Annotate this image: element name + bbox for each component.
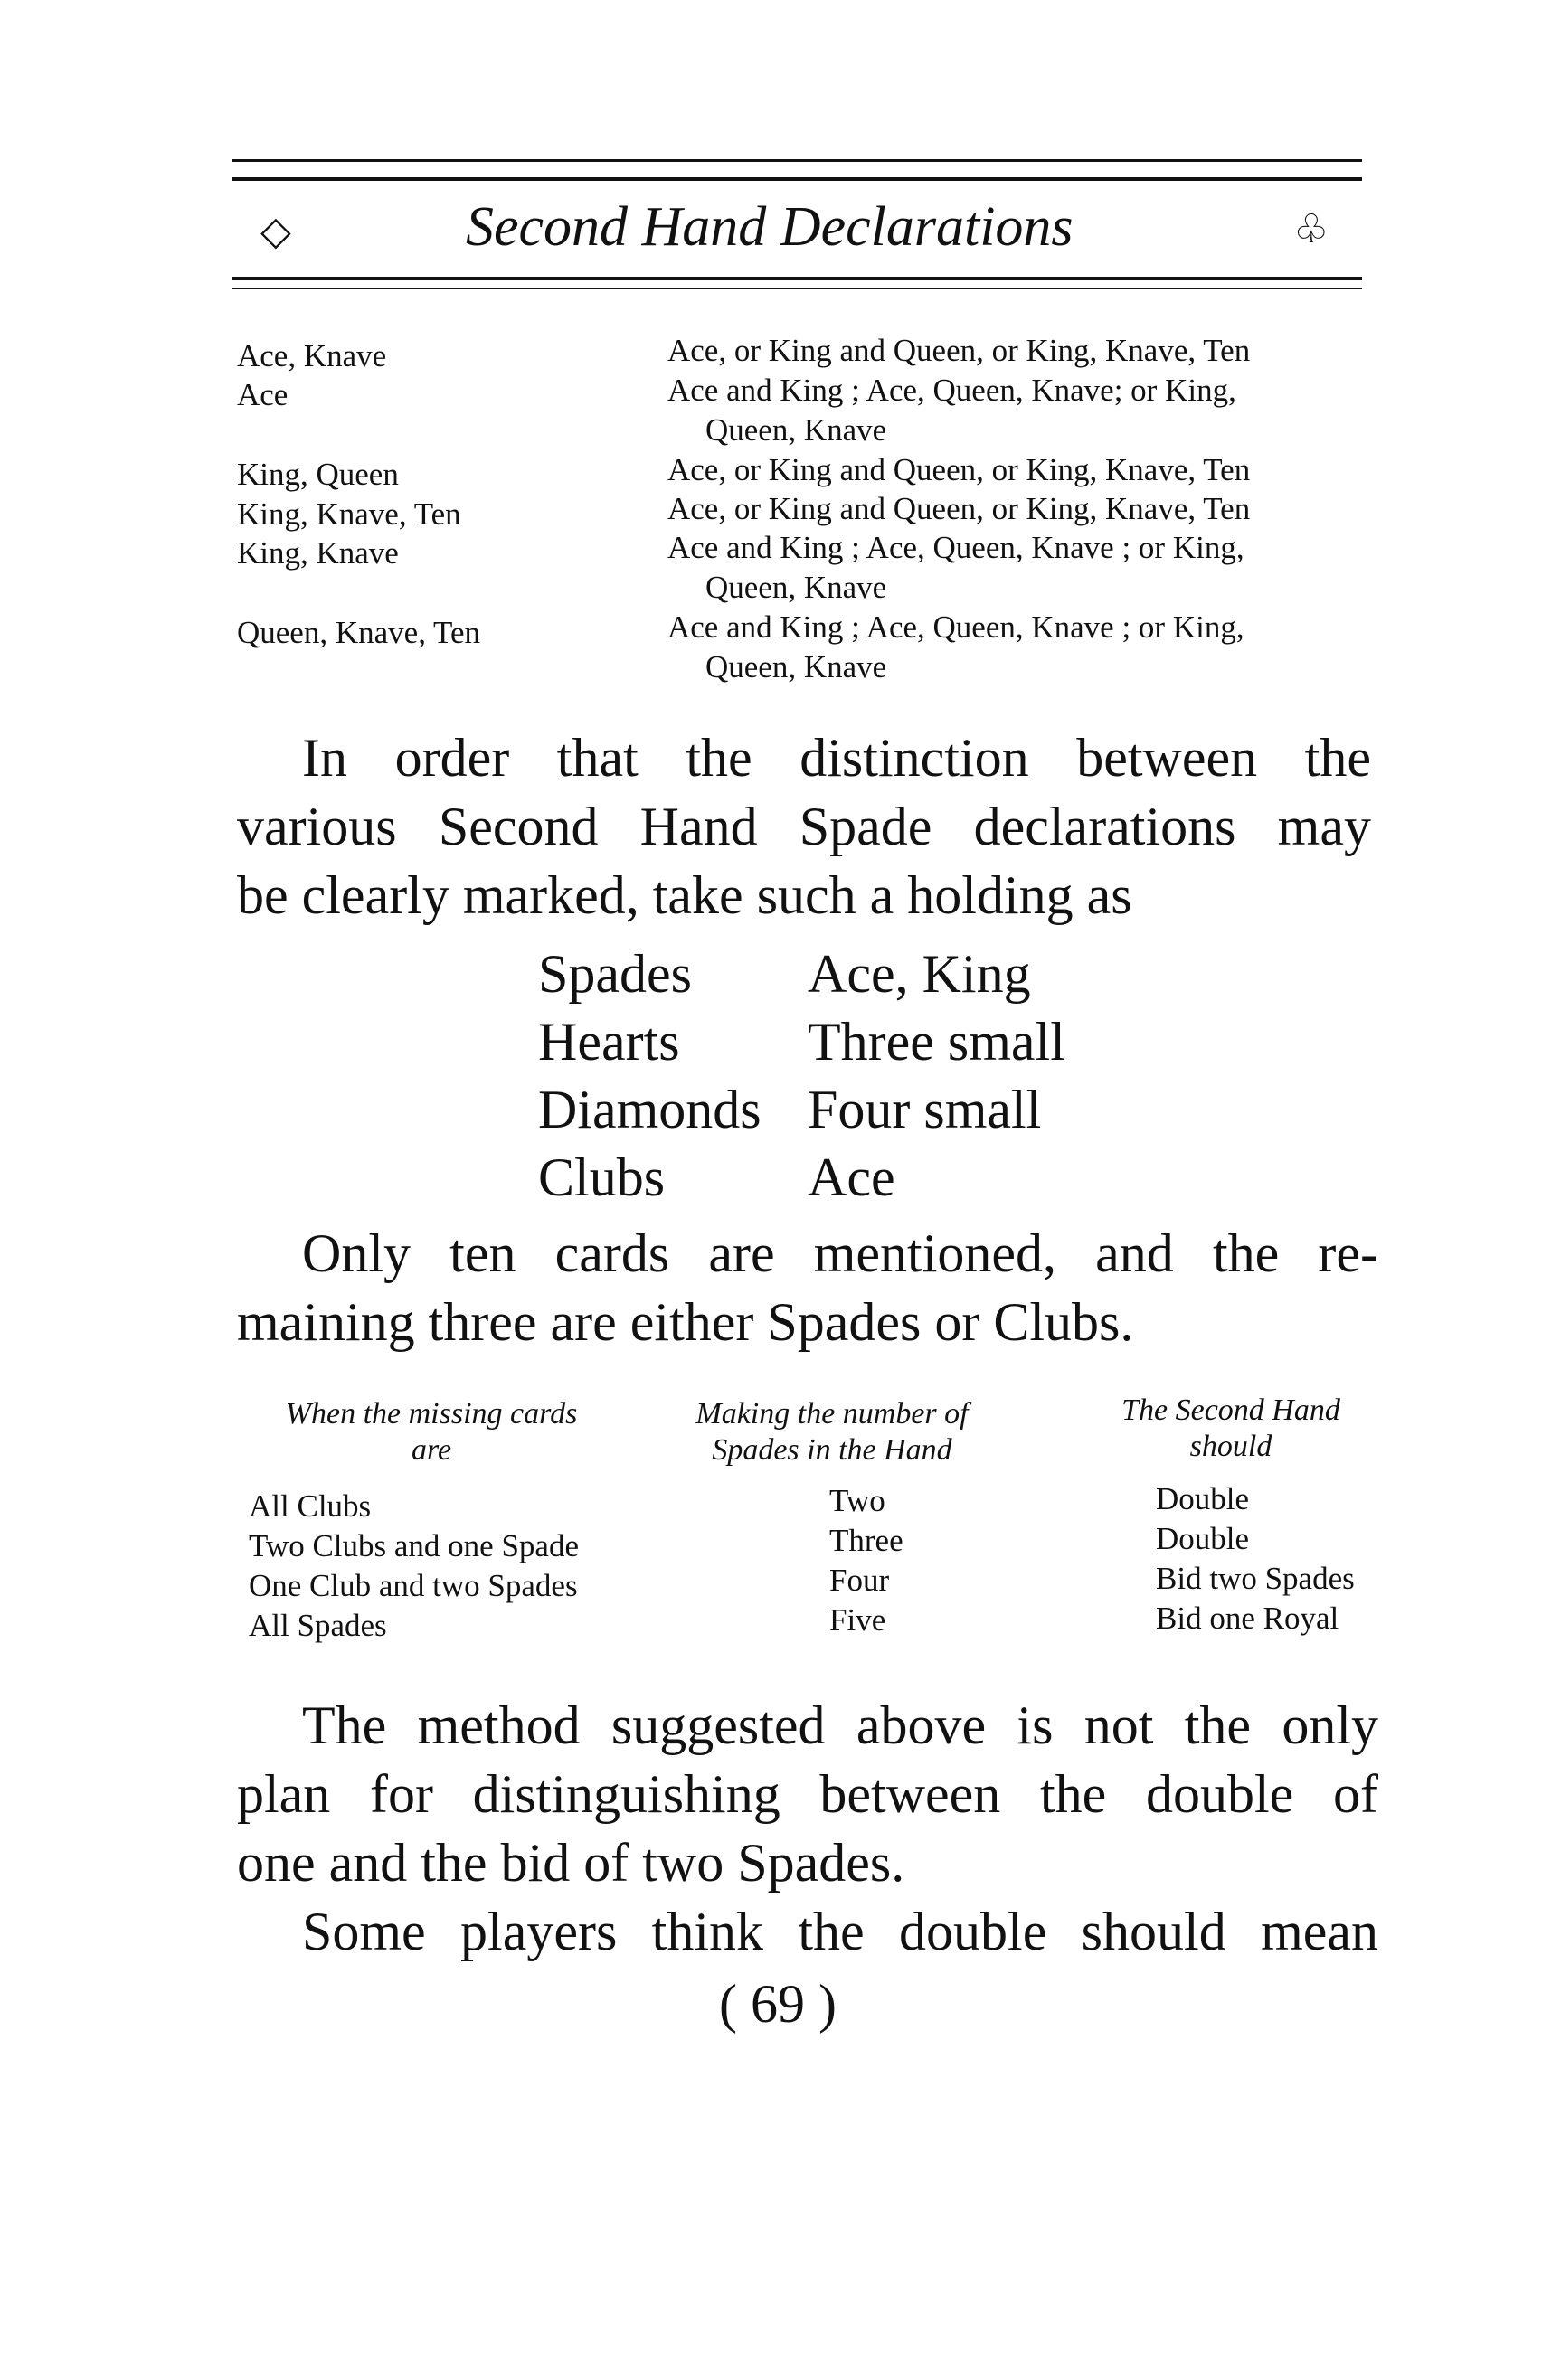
club-icon: ♧	[1293, 207, 1329, 251]
holding-cards: Ace	[808, 1148, 895, 1207]
page-title: Second Hand Declarations	[466, 196, 1074, 258]
text-line: In order that the distinction between the	[302, 728, 1371, 788]
declaration-bid: Ace, or King and Queen, or King, Knave, Ten	[667, 333, 1251, 368]
column-header-line: are	[411, 1433, 452, 1467]
declaration-holding: King, Knave	[237, 535, 399, 571]
holding-cards: Ace, King	[808, 944, 1031, 1004]
paragraph-method	[237, 1691, 1378, 1897]
paragraph-remaining	[237, 1219, 1378, 1356]
table-cell-missing: All Clubs	[249, 1488, 372, 1524]
table-cell-action: Bid one Royal	[1156, 1601, 1339, 1636]
paragraph-players	[237, 1897, 1378, 1966]
holding-suit: Spades	[538, 944, 692, 1004]
declaration-bid: Ace and King ; Ace, Queen, Knave ; or King,	[667, 609, 1244, 645]
declaration-bid: Ace and King ; Ace, Queen, Knave ; or King,	[667, 530, 1244, 565]
declaration-holding: King, Knave, Ten	[237, 496, 461, 532]
declaration-bid: Ace and King ; Ace, Queen, Knave; or King,	[667, 373, 1236, 408]
paragraph-intro	[237, 723, 1371, 930]
header-rule-bottom-thin	[232, 288, 1362, 289]
declaration-holding: Ace	[237, 377, 289, 412]
holding-suit: Diamonds	[538, 1080, 762, 1139]
header-rule-top-thick	[232, 177, 1362, 181]
column-header-line: The Second Hand	[1121, 1393, 1340, 1427]
declaration-bid-cont: Queen, Knave	[705, 412, 887, 448]
column-header-line: Spades in the Hand	[712, 1433, 952, 1467]
declaration-holding: Ace, Knave	[237, 338, 387, 373]
declaration-bid: Ace, or King and Queen, or King, Knave, Ten	[667, 491, 1251, 526]
text-line: The method suggested above is not the only	[302, 1695, 1378, 1755]
table-cell-missing: One Club and two Spades	[249, 1568, 578, 1603]
table-cell-count: Five	[829, 1602, 886, 1638]
holding-cards: Four small	[808, 1080, 1042, 1139]
table-cell-count: Three	[829, 1523, 903, 1558]
table-cell-action: Double	[1156, 1521, 1250, 1556]
table-cell-action: Double	[1156, 1481, 1250, 1516]
column-header	[237, 1396, 626, 1469]
text-line: various Second Hand Spade declarations may	[237, 797, 1371, 856]
page-number: ( 69 )	[719, 1974, 837, 2034]
text-line: be clearly marked, take such a holding as	[237, 865, 1132, 925]
declaration-bid-cont: Queen, Knave	[705, 570, 887, 605]
text-line: one and the bid of two Spades.	[237, 1833, 905, 1893]
declaration-bid-cont: Queen, Knave	[705, 649, 887, 685]
holding-suit: Clubs	[538, 1148, 666, 1207]
holding-suit: Hearts	[538, 1012, 680, 1072]
diamond-icon: ◇	[260, 209, 291, 253]
column-header	[1082, 1393, 1380, 1465]
holding-cards: Three small	[808, 1012, 1065, 1072]
declaration-bid: Ace, or King and Queen, or King, Knave, Ten	[667, 452, 1251, 487]
text-line: plan for distinguishing between the double of	[237, 1764, 1378, 1824]
table-cell-action: Bid two Spades	[1156, 1561, 1355, 1596]
header-rule-top-thin	[232, 159, 1362, 162]
column-header	[651, 1396, 1013, 1469]
table-cell-count: Four	[829, 1563, 890, 1598]
text-line: Some players think the double should mean	[302, 1902, 1378, 1961]
column-header-line: Making the number of	[695, 1397, 969, 1431]
table-cell-missing: Two Clubs and one Spade	[249, 1528, 580, 1563]
column-header-line: When the missing cards	[285, 1397, 578, 1431]
header-rule-bottom-thick	[232, 277, 1362, 280]
table-cell-missing: All Spades	[249, 1608, 387, 1643]
declaration-holding: Queen, Knave, Ten	[237, 615, 481, 650]
text-line: Only ten cards are mentioned, and the re-	[302, 1223, 1378, 1283]
declaration-holding: King, Queen	[237, 457, 399, 492]
table-cell-count: Two	[829, 1483, 885, 1518]
text-line: maining three are either Spades or Clubs.	[237, 1292, 1134, 1352]
column-header-line: should	[1189, 1430, 1272, 1463]
